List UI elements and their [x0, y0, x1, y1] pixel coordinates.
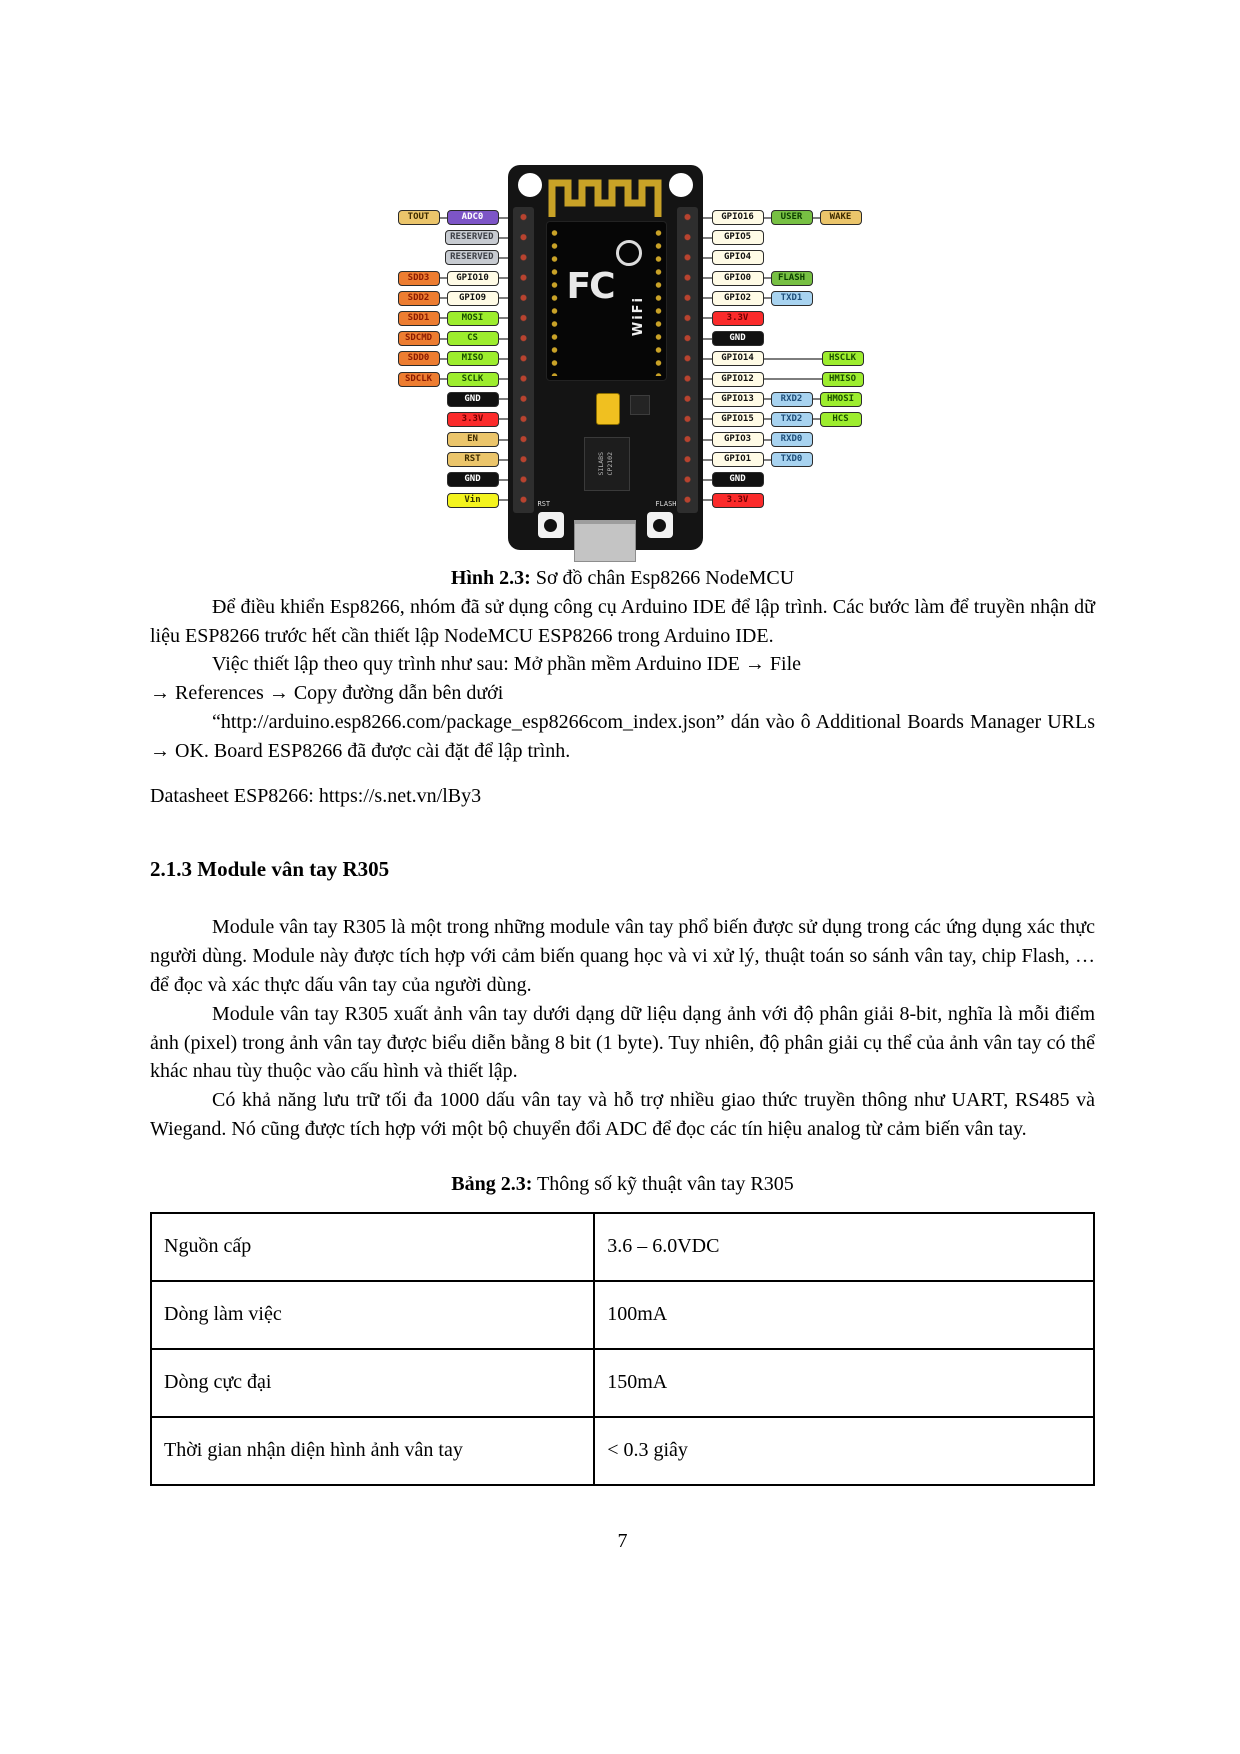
pin-label-reserved: RESERVED — [445, 250, 498, 265]
pin-wire — [499, 358, 508, 360]
pin-header-right — [677, 207, 698, 513]
paragraph-setup — [150, 650, 1095, 708]
pin-label-wake: WAKE — [820, 210, 862, 225]
pin-row — [703, 392, 862, 407]
pin-wire — [499, 439, 508, 441]
pin-wire — [703, 237, 712, 239]
pin-row — [703, 412, 862, 427]
smd-component — [596, 393, 620, 425]
cp2102-chip — [584, 437, 630, 491]
pin-row — [398, 311, 508, 326]
wifi-label: WiFi — [630, 296, 646, 337]
pin-label-sdd0: SDD0 — [398, 351, 440, 366]
pin-label-miso: MISO — [447, 351, 499, 366]
section-heading: 2.1.3 Module vân tay R305 — [150, 857, 390, 882]
pin-row — [703, 472, 764, 487]
pin-wire — [813, 398, 820, 400]
setup-line-2: → References → Copy đường dẫn bên dưới — [150, 682, 504, 705]
table-row — [151, 1213, 1094, 1281]
pin-label-sdd1: SDD1 — [398, 311, 440, 326]
pin-wire — [440, 217, 447, 219]
pin-label-user: USER — [771, 210, 813, 225]
pin-row — [445, 230, 507, 245]
pin-wire — [703, 277, 712, 279]
pin-wire — [703, 338, 712, 340]
pin-wire — [764, 358, 822, 360]
pin-label-cs: CS — [447, 331, 499, 346]
pin-label-sdd3: SDD3 — [398, 271, 440, 286]
pin-wire — [764, 459, 771, 461]
pin-wire — [499, 479, 508, 481]
pin-wire — [499, 297, 508, 299]
pin-label-hmosi: HMOSI — [820, 392, 862, 407]
pin-header-left — [513, 207, 534, 513]
flash-button — [647, 512, 673, 538]
pin-label-33v: 3.3V — [712, 493, 764, 508]
pin-wire — [764, 439, 771, 441]
pin-label-gpio14: GPIO14 — [712, 351, 764, 366]
pins-right — [703, 165, 888, 513]
pin-label-gnd: GND — [447, 472, 499, 487]
pin-wire — [703, 378, 712, 380]
pin-wire — [440, 358, 447, 360]
pin-wire — [703, 398, 712, 400]
pin-label-sclk: SCLK — [447, 372, 499, 387]
nodemcu-board — [508, 165, 703, 550]
pin-label-gnd: GND — [712, 472, 764, 487]
pin-label-gnd: GND — [447, 392, 499, 407]
pin-label-gpio12: GPIO12 — [712, 372, 764, 387]
pin-wire — [499, 257, 508, 259]
pin-label-gnd: GND — [712, 331, 764, 346]
pin-wire — [703, 317, 712, 319]
pin-row — [703, 493, 764, 508]
pin-wire — [499, 338, 508, 340]
pin-label-txd2: TXD2 — [771, 412, 813, 427]
pin-label-gpio5: GPIO5 — [712, 230, 764, 245]
pin-row — [398, 271, 508, 286]
pin-label-flash: FLASH — [771, 271, 813, 286]
pin-wire — [764, 277, 771, 279]
page-number: 7 — [617, 1529, 628, 1552]
pin-wire — [440, 378, 447, 380]
pin-row — [447, 472, 508, 487]
spec-value-cell: < 0.3 giây — [594, 1417, 1094, 1485]
pin-row — [703, 291, 813, 306]
pin-row — [398, 291, 508, 306]
pin-row — [445, 250, 507, 265]
pin-wire — [703, 358, 712, 360]
pin-wire — [499, 499, 508, 501]
pin-label-gpio9: GPIO9 — [447, 291, 499, 306]
table-row — [151, 1417, 1094, 1485]
rst-label: RST — [537, 500, 551, 508]
pin-row — [447, 392, 508, 407]
pin-wire — [440, 338, 447, 340]
spec-table — [150, 1212, 1095, 1486]
esp8266-module — [546, 221, 667, 381]
pin-wire — [703, 257, 712, 259]
pin-label-vin: Vin — [447, 493, 499, 508]
pcb-antenna-icon — [546, 169, 664, 217]
pin-row — [447, 412, 508, 427]
wifi-logo-icon — [616, 240, 642, 266]
pin-label-gpio0: GPIO0 — [712, 271, 764, 286]
pin-label-gpio1: GPIO1 — [712, 452, 764, 467]
pin-wire — [764, 217, 771, 219]
pin-row — [703, 230, 764, 245]
pin-label-gpio16: GPIO16 — [712, 210, 764, 225]
pin-row — [703, 372, 864, 387]
pin-row — [703, 331, 764, 346]
module-pads — [654, 226, 663, 376]
paragraph-intro: Để điều khiển Esp8266, nhóm đã sử dụng công cụ Arduino IDE để lập trình. Các bước làm để truyền nhận dữ liệu ESP8266 trước hết cần thiết lập NodeMCU ESP8266 trong Arduino IDE. — [150, 595, 1095, 647]
pin-row — [703, 311, 764, 326]
paragraph-url: “http://arduino.esp8266.com/package_esp8266com_index.json” dán vào ô Additional Boards Manager URLs → OK. Board ESP8266 đã được cài đặt để lập trình. — [150, 710, 1095, 762]
pin-label-gpio10: GPIO10 — [447, 271, 499, 286]
flash-label: FLASH — [655, 500, 677, 508]
pin-label-33v: 3.3V — [712, 311, 764, 326]
spec-name-cell: Nguồn cấp — [151, 1213, 594, 1281]
pin-wire — [813, 217, 820, 219]
mounting-hole — [518, 173, 542, 197]
paragraph-r305-intro: Module vân tay R305 là một trong những module vân tay phổ biến được sử dụng trong các ứng dụng xác thực người dùng. Module này được tích hợp với cảm biến quang học và vi xử lý, thuật toán so sánh vân tay, chip Flash, … để đọc và xác thực dấu vân tay của người dùng. — [150, 916, 1095, 996]
usb-connector — [574, 520, 636, 562]
pin-row — [703, 250, 764, 265]
pin-label-mosi: MOSI — [447, 311, 499, 326]
pin-row — [447, 452, 508, 467]
paragraph-r305-image: Module vân tay R305 xuất ảnh vân tay dưới dạng dữ liệu dạng ảnh với độ phân giải 8-bit, nghĩa là mỗi điểm ảnh (pixel) trong ảnh vân tay được biểu diễn bằng 8 bit (1 byte). Tuy nhiên, độ phân giải cụ thể của ảnh vân tay có thể khác nhau tùy thuộc vào cấu hình và thiết lập. — [150, 1002, 1095, 1083]
table-row — [151, 1349, 1094, 1417]
pin-wire — [764, 297, 771, 299]
pin-wire — [499, 237, 508, 239]
fc-logo: FC — [566, 266, 614, 307]
module-pads — [550, 226, 559, 376]
mounting-hole — [669, 173, 693, 197]
table-caption-label: Bảng 2.3: — [451, 1172, 533, 1195]
paragraph-r305-storage: Có khả năng lưu trữ tối đa 1000 dấu vân tay và hỗ trợ nhiều giao thức truyền thông như UART, RS485 và Wiegand. Nó cũng được tích hợp với một bộ chuyển đổi ADC để đọc các tín hiệu analog từ cảm biến vân tay. — [150, 1089, 1095, 1140]
pin-row — [703, 271, 813, 286]
figure-caption-label: Hình 2.3: — [450, 567, 531, 589]
pin-label-sdclk: SDCLK — [398, 372, 440, 387]
pin-wire — [703, 439, 712, 441]
pin-wire — [499, 398, 508, 400]
figure-caption-text: Sơ đồ chân Esp8266 NodeMCU — [530, 567, 795, 589]
pin-label-rst: RST — [447, 452, 499, 467]
pin-label-gpio13: GPIO13 — [712, 392, 764, 407]
pin-label-gpio15: GPIO15 — [712, 412, 764, 427]
spec-table-body — [151, 1213, 1094, 1485]
pin-wire — [440, 297, 447, 299]
pin-label-tout: TOUT — [398, 210, 440, 225]
setup-line-1: Việc thiết lập theo quy trình như sau: Mở phần mềm Arduino IDE → File — [212, 653, 802, 676]
pinout-figure — [150, 165, 1095, 550]
pin-label-reserved: RESERVED — [445, 230, 498, 245]
rst-button — [538, 512, 564, 538]
cp2102-label: SILABS CP2102 — [597, 452, 615, 476]
pin-row — [703, 210, 862, 225]
pins-left — [358, 165, 508, 513]
pin-label-adc0: ADC0 — [447, 210, 499, 225]
pin-row — [447, 493, 508, 508]
pin-label-en: EN — [447, 432, 499, 447]
spec-name-cell: Dòng cực đại — [151, 1349, 594, 1417]
pin-row — [703, 452, 813, 467]
pin-row — [703, 351, 864, 366]
spec-name-cell: Dòng làm việc — [151, 1281, 594, 1349]
pin-wire — [764, 398, 771, 400]
pin-wire — [440, 277, 447, 279]
pin-wire — [499, 277, 508, 279]
button-dot — [653, 519, 666, 532]
spec-name-cell: Thời gian nhận diện hình ảnh vân tay — [151, 1417, 594, 1485]
pin-wire — [813, 418, 820, 420]
spec-value-cell: 100mA — [594, 1281, 1094, 1349]
table-row — [151, 1281, 1094, 1349]
pin-wire — [703, 217, 712, 219]
pin-row — [447, 432, 508, 447]
pin-wire — [703, 499, 712, 501]
smd-chip — [630, 395, 650, 415]
button-dot — [544, 519, 557, 532]
pin-label-rxd0: RXD0 — [771, 432, 813, 447]
pin-wire — [764, 378, 822, 380]
pin-label-txd1: TXD1 — [771, 291, 813, 306]
pin-label-sdd2: SDD2 — [398, 291, 440, 306]
pin-wire — [703, 418, 712, 420]
pin-row — [398, 351, 508, 366]
table-caption-text: Thông số kỹ thuật vân tay R305 — [532, 1172, 794, 1195]
spec-value-cell: 3.6 – 6.0VDC — [594, 1213, 1094, 1281]
pin-label-gpio2: GPIO2 — [712, 291, 764, 306]
figure-caption — [150, 564, 1095, 593]
pin-label-sdcmd: SDCMD — [398, 331, 440, 346]
pin-label-hsclk: HSCLK — [822, 351, 864, 366]
pin-row — [398, 331, 508, 346]
pin-row — [703, 432, 813, 447]
pin-row — [398, 210, 508, 225]
pin-label-txd0: TXD0 — [771, 452, 813, 467]
spec-value-cell: 150mA — [594, 1349, 1094, 1417]
pin-label-gpio3: GPIO3 — [712, 432, 764, 447]
table-caption — [150, 1170, 1095, 1199]
pin-label-rxd2: RXD2 — [771, 392, 813, 407]
pin-wire — [703, 297, 712, 299]
pin-wire — [499, 217, 508, 219]
pin-wire — [499, 317, 508, 319]
pin-label-hcs: HCS — [820, 412, 862, 427]
pin-label-hmiso: HMISO — [822, 372, 864, 387]
pin-wire — [499, 378, 508, 380]
pin-wire — [499, 418, 508, 420]
pin-wire — [440, 317, 447, 319]
pin-wire — [764, 418, 771, 420]
paragraph-datasheet: Datasheet ESP8266: https://s.net.vn/lBy3 — [150, 784, 482, 807]
pin-wire — [703, 459, 712, 461]
pin-label-33v: 3.3V — [447, 412, 499, 427]
pin-wire — [499, 459, 508, 461]
pin-label-gpio4: GPIO4 — [712, 250, 764, 265]
pin-wire — [703, 479, 712, 481]
pin-row — [398, 372, 508, 387]
